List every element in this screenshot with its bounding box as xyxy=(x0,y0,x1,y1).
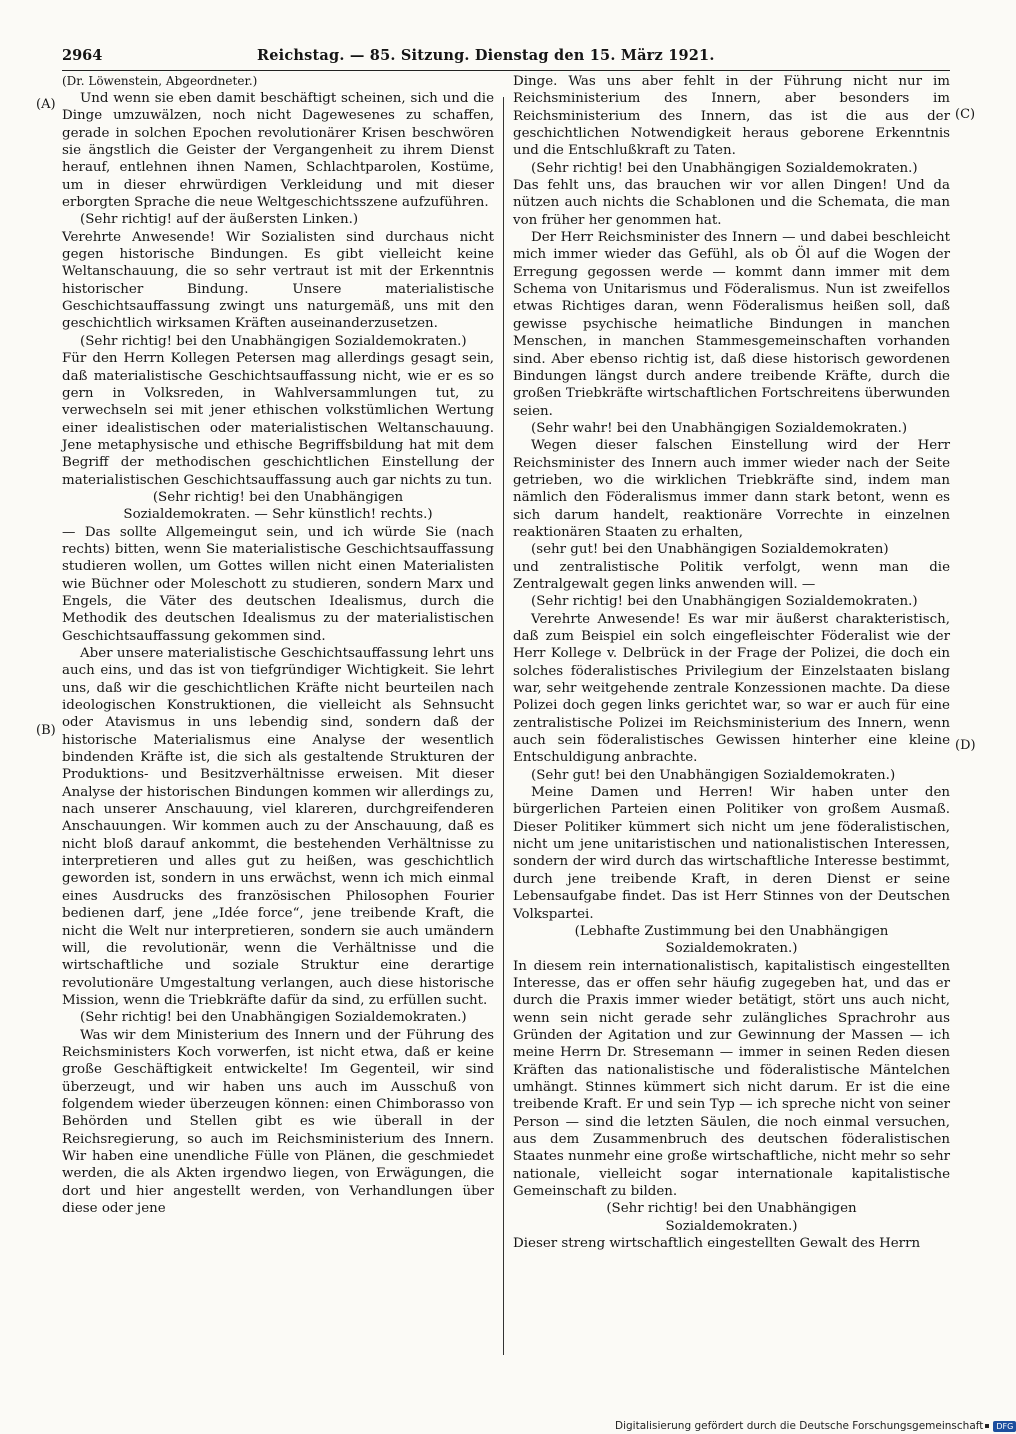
left-column xyxy=(62,73,494,1217)
interjection: (Sehr richtig! bei den Unabhängigen Sozialdemokraten.) xyxy=(531,160,918,176)
header-rule xyxy=(62,70,950,71)
interjection: (sehr gut! bei den Unabhängigen Sozialdemokraten) xyxy=(531,542,889,558)
paragraph: — Das sollte Allgemeingut sein, und ich würde Sie (nach rechts) bitten, wenn Sie materialistische Geschichtsauffassung studieren wollen, um Gottes willen nicht einen Materialisten wie Büchner oder Moleschott zu studieren, sondern Marx und Engels, die Väter des deutschen Idealismus, durch die Methodik des deutschen Idealismus zu der materialistischen Geschichtsauffassung gekommen sind. xyxy=(62,524,494,644)
paragraph: und zentralistische Politik verfolgt, wenn man die Zentralgewalt gegen links anwenden will. — xyxy=(513,559,950,592)
paragraph: Das fehlt uns, das brauchen wir vor allen Dingen! Und da nützen auch nichts die Schablonen und die Schemata, die man von früher her genommen hat. xyxy=(513,178,950,228)
margin-mark-a: (A) xyxy=(36,97,56,112)
paragraph: Für den Herrn Kollegen Petersen mag allerdings gesagt sein, daß materialistische Geschichtsauffassung nicht, wie er es so gern in Volksreden, in Wahlversammlungen tut, zu verwechseln sei mit jener ethischen volkstümlichen Wertung einer idealistischen oder materialistischen Weltanschauung. Jene metaphysische und ethische Begriffsbildung hat mit dem Begriff der methodischen geschichtlichen Einstellung der materialistischen Geschichtsauffassung auch gar nichts zu tun. xyxy=(62,351,494,488)
margin-mark-d: (D) xyxy=(955,738,976,753)
paragraph: Und wenn sie eben damit beschäftigt scheinen, sich und die Dinge umzuwälzen, noch nicht Dagewesenes zu schaffen, gerade in solchen Epochen revolutionärer Krisen beschwören sie ängstlich die Geister der Vergangenheit zu ihrem Dienst herauf, entlehnen ihnen Namen, Schlachtparolen, Kostüme, um in dieser ehrwürdigen Verkleidung und mit dieser erborgten Sprache die neue Weltgeschichtsszene aufzuführen. xyxy=(62,91,494,211)
interjection: (Lebhafte Zustimmung bei den Unabhängigen Sozialdemokraten.) xyxy=(574,923,889,957)
page-header xyxy=(62,47,952,69)
paragraph: Verehrte Anwesende! Wir Sozialisten sind durchaus nicht gegen historische Bindungen. Es gibt vielleicht keine Weltanschauung, die so sehr vertraut ist mit der Erkenntnis historischer Bindung. Unsere materialistische Geschichtsauffassung zwingt uns naturgemäß, uns mit den geschichtlich wirksamen Kräften auseinanderzusetzen. xyxy=(62,229,494,332)
digitization-credit xyxy=(615,1420,1016,1432)
paragraph: Der Herr Reichsminister des Innern — und dabei beschleicht mich immer wieder das Gefühl, als ob Öl auf die Wogen der Erregung gegossen werde — kommt dann immer mit dem Schema von Unitarismus und Föderalismus. Nun ist zweifellos etwas Richtiges daran, wenn Föderalismus heißen soll, daß gewisse psychische heimatliche Bindungen in manchen Menschen, in manchen Stammesgemeinschaften vorhanden sind. Aber ebenso richtig ist, daß diese historisch gewordenen Bindungen längst durch andere treibende Kräfte, durch die großen Triebkräfte wirtschaftlichen Fortschreitens überwunden seien. xyxy=(513,230,950,419)
interjection: (Sehr richtig! bei den Unabhängigen Sozialdemokraten.) xyxy=(80,333,467,349)
paragraph: In diesem rein internationalistisch, kapitalistisch eingestellten Interesse, das er offen sehr häufig zugegeben hat, und das er durch die Praxis immer wieder betätigt, stört uns auch nicht, wenn sein nicht gerade sehr zulängliches Sprachrohr aus Gründen der Agitation und zur Gewinnung der Massen — ich meine Herrn Dr. Stresemann — immer in seinen Reden diesen Kräften das nationalistische und föderalistische Mäntelchen umhängt. Stinnes kümmert sich nicht darum. Er ist die eine treibende Kraft. Er und sein Typ — ich spreche nicht von seiner Person — sind die letzten Säulen, die noch einmal versuchen, aus dem Zusammenbruch des deutschen föderalistischen Staates nunmehr eine große wirtschaftliche, nicht mehr so sehr nationale, vielleicht sogar internationale kapitalistische Gemeinschaft zu bilden. xyxy=(513,958,950,1199)
paragraph: Wegen dieser falschen Einstellung wird der Herr Reichsminister des Innern auch immer wieder nach der Seite getrieben, wo die wirklichen Triebkräfte sind, indem man nämlich den Föderalismus immer dann stark betont, wenn es sich darum handelt, reaktionäre Vorrechte in einzelnen reaktionären Staaten zu erhalten, xyxy=(513,438,950,540)
paragraph: Aber unsere materialistische Geschichtsauffassung lehrt uns auch eins, und das ist von tiefgründiger Wichtigkeit. Sie lehrt uns, daß wir die geschichtlichen Kräfte nicht beurteilen nach ideologischen Konstruktionen, die vielleicht als Sehnsucht oder Atavismus in uns lebendig sind, sondern daß der historische Materialismus eine Analyse der wesentlich bindenden Kräfte ist, die sich als gestaltende Strukturen der Produktions- und Besitzverhältnisse erweisen. Mit dieser Analyse der historischen Bindungen kommen wir allerdings zu, nach unserer Anschauung, viel klareren, durchgreifenderen Anschauungen. Wir kommen auch zu der Anschauung, daß es nicht bloß darauf ankommt, die bestehenden Verhältnisse zu interpretieren und alles gut zu heißen, was geschichtlich geworden ist, sondern in uns erwächst, wenn ich mich einmal eines Ausdrucks des französischen Philosophen Fourier bedienen darf, jene „Idée force“, jene treibende Kraft, die nicht die Welt nur interpretieren, sondern sie auch umändern will, die revolutionär, wenn die Verhältnisse und die wirtschaftliche und soziale Struktur eine derartige revolutionäre Umgestaltung verlangen, auch diese historische Mission, wenn die Triebkräfte dafür da sind, zu erfüllen sucht. xyxy=(62,646,494,1008)
paragraph: Dieser streng wirtschaftlich eingestellten Gewalt des Herrn xyxy=(513,1236,921,1252)
page-number: 2964 xyxy=(62,47,103,64)
dfg-logo: DFG xyxy=(993,1421,1016,1432)
paragraph: Meine Damen und Herren! Wir haben unter den bürgerlichen Parteien einen Politiker von großem Ausmaß. Dieser Politiker kümmert sich nicht um jene föderalistischen, nicht um jene unitaristischen und nationalistischen Interessen, sondern der wird durch das wirtschaftliche Interesse bestimmt, durch jene treibende Kraft, in deren Dienst er seine Lebensaufgabe findet. Das ist Herr Stinnes von der Deutschen Volkspartei. xyxy=(513,785,950,922)
interjection: (Sehr gut! bei den Unabhängigen Sozialdemokraten.) xyxy=(531,767,896,783)
interjection: (Sehr wahr! bei den Unabhängigen Sozialdemokraten.) xyxy=(531,420,908,436)
interjection: (Sehr richtig! bei den Unabhängigen Sozialdemokraten.) xyxy=(606,1201,857,1234)
separator-dot xyxy=(985,1424,989,1428)
column-divider xyxy=(503,97,504,1355)
interjection: (Sehr richtig! auf der äußersten Linken.) xyxy=(80,212,359,228)
running-title: Reichstag. — 85. Sitzung. Dienstag den 15. März 1921. xyxy=(257,47,715,64)
interjection: (Sehr richtig! bei den Unabhängigen Sozialdemokraten. — Sehr künstlich! rechts.) xyxy=(123,489,433,523)
paragraph: Was wir dem Ministerium des Innern und der Führung des Reichsministers Koch vorwerfen, ist nicht etwa, daß er keine große Geschäftigkeit entwickelte! Im Gegenteil, wir sind überzeugt, und wir haben uns auch im Ausschuß von folgendem wieder überzeugen können: einen Chimborasso von Behörden und Stellen gibt es wie überall in der Reichsregierung, so auch im Reichsministerium des Innern. Wir haben eine unendliche Fülle von Plänen, die geschmiedet werden, die als Akten irgendwo liegen, von Erwägungen, die dort und hier angestellt werden, von Verhandlungen über diese oder jene xyxy=(62,1027,494,1216)
margin-mark-c: (C) xyxy=(955,107,976,122)
paragraph: Dinge. Was uns aber fehlt in der Führung nicht nur im Reichsministerium des Innern, aber besonders im Reichsministerium des Innern, das ist die aus der geschichtlichen Notwendigkeit heraus geborene Erkenntnis und die Entschlußkraft zu Taten. xyxy=(513,74,950,159)
speaker-label: (Dr. Löwenstein, Abgeordneter.) xyxy=(62,74,258,88)
right-column xyxy=(513,73,950,1252)
interjection: (Sehr richtig! bei den Unabhängigen Sozialdemokraten.) xyxy=(531,594,918,610)
interjection: (Sehr richtig! bei den Unabhängigen Sozialdemokraten.) xyxy=(80,1010,467,1026)
paragraph: Verehrte Anwesende! Es war mir äußerst charakteristisch, daß zum Beispiel ein solch eingefleischter Föderalist wie der Herr Kollege v. Delbrück in der Frage der Polizei, die doch ein solches föderalistisches Privilegium der Einzelstaaten bislang war, sehr weitgehende zentrale Konzessionen machte. Da diese Polizei doch gegen links gerichtet war, so war er auch für eine zentralistische Polizei im Reichsministerium des Innern, wenn auch sein föderalistisches Gewissen hinterher eine kleine Entschuldigung anbrachte. xyxy=(513,611,950,766)
margin-mark-b: (B) xyxy=(36,723,56,738)
digitization-text: Digitalisierung gefördert durch die Deutsche Forschungsgemeinschaft xyxy=(615,1420,984,1432)
